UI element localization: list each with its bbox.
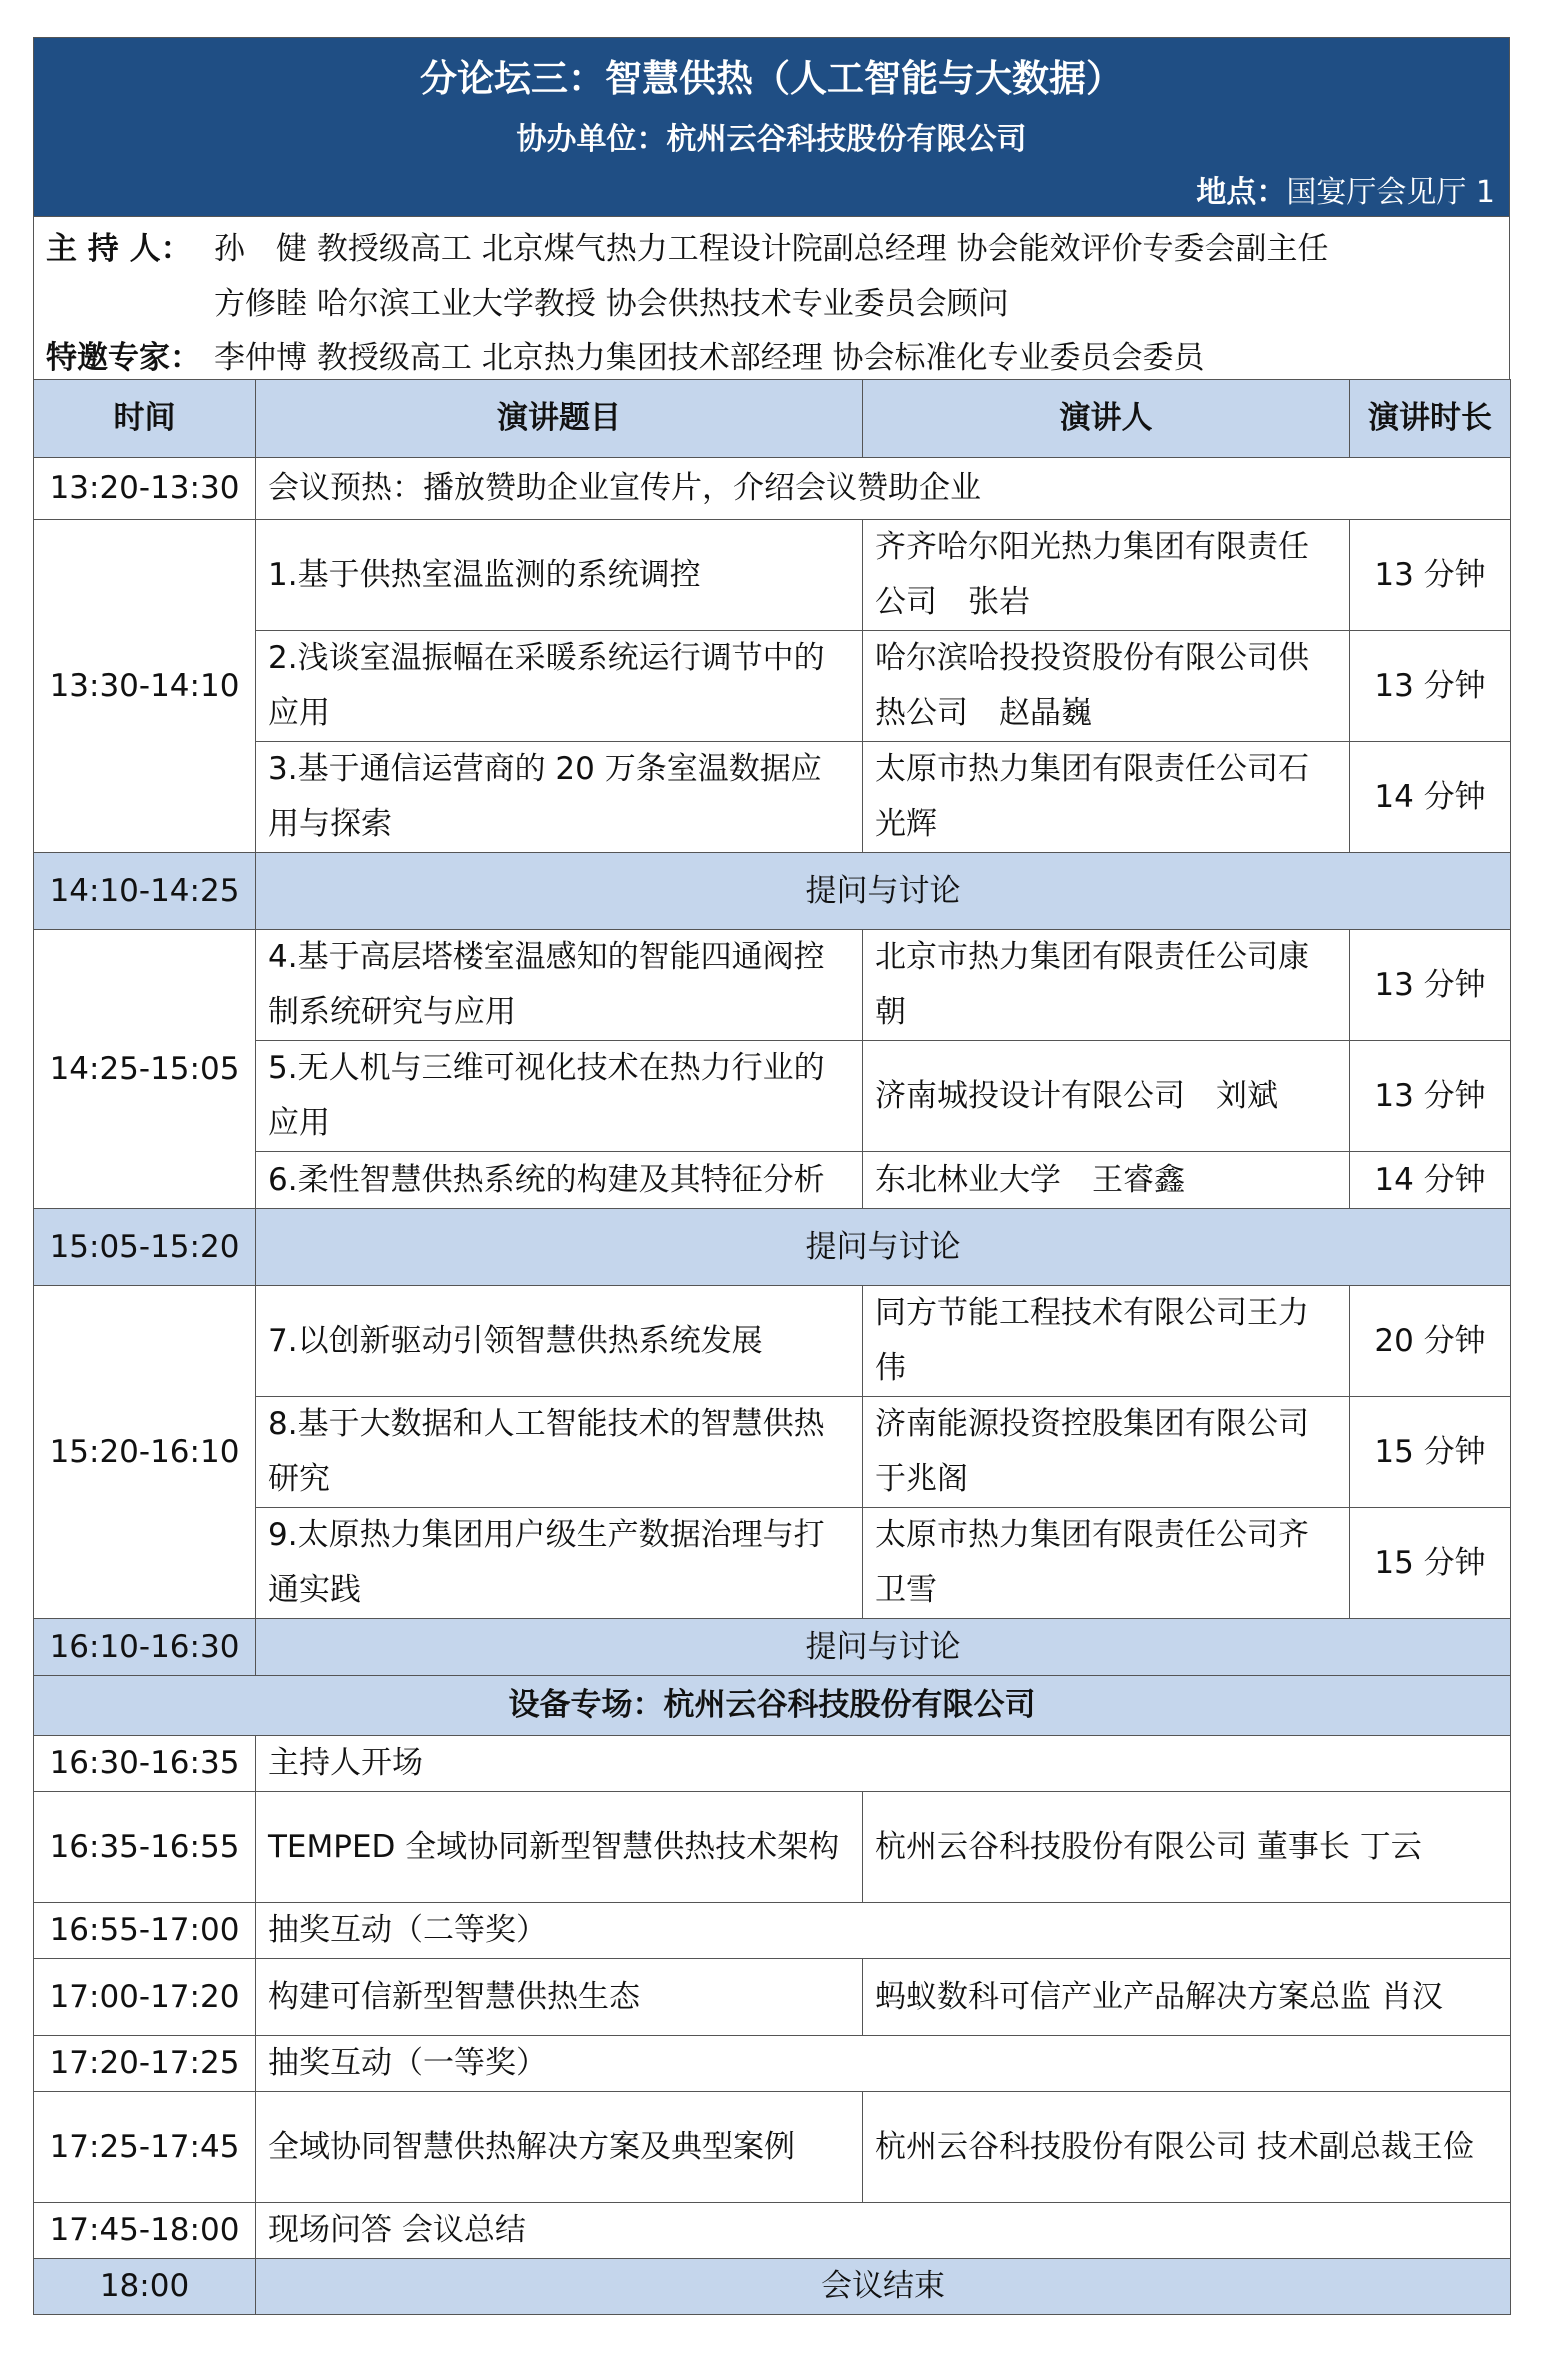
topic-cell: 7.以创新驱动引领智慧供热系统发展 [256,1286,863,1397]
table-row [34,2259,1511,2315]
speaker-cell: 杭州云谷科技股份有限公司 技术副总裁王俭 [863,2092,1511,2203]
section-row [34,1676,1511,1736]
table-row [34,631,1511,742]
speaker-cell: 太原市热力集团有限责任公司齐卫雪 [863,1508,1350,1619]
table-row [34,2092,1511,2203]
speaker-cell: 北京市热力集团有限责任公司康朝 [863,930,1350,1041]
expert-1: 李仲博 教授级高工 北京热力集团技术部经理 协会标准化专业委员会委员 [214,340,1205,376]
table-row [34,2036,1511,2092]
topic-cell: 9.太原热力集团用户级生产数据治理与打通实践 [256,1508,863,1619]
host-2: 方修睦 哈尔滨工业大学教授 协会供热技术专业委员会顾问 [214,286,1009,322]
discussion-cell: 提问与讨论 [256,853,1511,930]
expert-label: 特邀专家： [46,340,201,376]
table-row [34,1152,1511,1209]
table-row [34,2203,1511,2259]
table-row [34,853,1511,930]
topic-cell: TEMPED 全域协同新型智慧供热技术架构 [256,1792,863,1903]
time-cell: 16:30-16:35 [34,1736,256,1792]
time-cell: 18:00 [34,2259,256,2315]
time-cell: 15:20-16:10 [34,1286,256,1619]
topic-cell: 2.浅谈室温振幅在采暖系统运行调节中的应用 [256,631,863,742]
duration-cell: 13 分钟 [1350,631,1511,742]
host-line-2 [46,278,1009,323]
item-cell: 抽奖互动（二等奖） [256,1903,1511,1959]
topic-cell: 构建可信新型智慧供热生态 [256,1959,863,2036]
time-cell: 13:30-14:10 [34,520,256,853]
col-header-time: 时间 [34,380,256,458]
discussion-cell: 提问与讨论 [256,1209,1511,1286]
venue [1196,167,1495,211]
speaker-cell: 杭州云谷科技股份有限公司 董事长 丁云 [863,1792,1511,1903]
duration-cell: 14 分钟 [1350,742,1511,853]
speaker-cell: 济南能源投资控股集团有限公司于兆阁 [863,1397,1350,1508]
time-cell: 14:25-15:05 [34,930,256,1209]
table-row [34,1903,1511,1959]
topic-cell: 全域协同智慧供热解决方案及典型案例 [256,2092,863,2203]
host-line-1 [46,223,1329,268]
table-row [34,1959,1511,2036]
time-cell: 17:45-18:00 [34,2203,256,2259]
time-cell: 17:00-17:20 [34,1959,256,2036]
col-header-speaker: 演讲人 [863,380,1350,458]
col-header-duration: 演讲时长 [1350,380,1511,458]
item-cell: 抽奖互动（一等奖） [256,2036,1511,2092]
time-cell: 17:25-17:45 [34,2092,256,2203]
table-row [34,458,1511,520]
duration-cell: 15 分钟 [1350,1508,1511,1619]
col-header-topic: 演讲题目 [256,380,863,458]
venue-name: 国宴厅会见厅 1 [1286,175,1495,210]
host-1: 孙 健 教授级高工 北京煤气热力工程设计院副总经理 协会能效评价专委会副主任 [214,231,1329,267]
co-organizer: 协办单位：杭州云谷科技股份有限公司 [516,122,1027,157]
section-title: 设备专场：杭州云谷科技股份有限公司 [34,1676,1511,1736]
time-cell: 15:05-15:20 [34,1209,256,1286]
time-cell: 16:10-16:30 [34,1619,256,1676]
time-cell: 16:55-17:00 [34,1903,256,1959]
duration-cell: 13 分钟 [1350,520,1511,631]
time-cell: 17:20-17:25 [34,2036,256,2092]
time-cell: 16:35-16:55 [34,1792,256,1903]
closing-cell: 会议结束 [256,2259,1511,2315]
time-cell: 13:20-13:30 [34,458,256,520]
speaker-cell: 同方节能工程技术有限公司王力伟 [863,1286,1350,1397]
table-row [34,1619,1511,1676]
speaker-cell: 哈尔滨哈投投资股份有限公司供热公司 赵晶巍 [863,631,1350,742]
item-cell: 会议预热：播放赞助企业宣传片，介绍会议赞助企业 [256,458,1511,520]
table-row [34,1286,1511,1397]
topic-cell: 5.无人机与三维可视化技术在热力行业的应用 [256,1041,863,1152]
topic-cell: 3.基于通信运营商的 20 万条室温数据应用与探索 [256,742,863,853]
table-row [34,1736,1511,1792]
topic-cell: 1.基于供热室温监测的系统调控 [256,520,863,631]
speaker-cell: 齐齐哈尔阳光热力集团有限责任公司 张岩 [863,520,1350,631]
item-cell: 主持人开场 [256,1736,1511,1792]
agenda-table [33,379,1511,2315]
topic-cell: 6.柔性智慧供热系统的构建及其特征分析 [256,1152,863,1209]
duration-cell: 13 分钟 [1350,930,1511,1041]
speaker-cell: 济南城投设计有限公司 刘斌 [863,1041,1350,1152]
table-row [34,742,1511,853]
time-cell: 14:10-14:25 [34,853,256,930]
table-header-row [34,380,1511,458]
table-row [34,1041,1511,1152]
topic-cell: 4.基于高层塔楼室温感知的智能四通阀控制系统研究与应用 [256,930,863,1041]
forum-header [33,37,1510,216]
item-cell: 现场问答 会议总结 [256,2203,1511,2259]
duration-cell: 20 分钟 [1350,1286,1511,1397]
topic-cell: 8.基于大数据和人工智能技术的智慧供热研究 [256,1397,863,1508]
venue-label: 地点： [1196,175,1287,210]
discussion-cell: 提问与讨论 [256,1619,1511,1676]
table-row [34,1209,1511,1286]
speaker-cell: 太原市热力集团有限责任公司石光辉 [863,742,1350,853]
duration-cell: 13 分钟 [1350,1041,1511,1152]
hosts-block [33,216,1510,379]
speaker-cell: 蚂蚁数科可信产业产品解决方案总监 肖汉 [863,1959,1511,2036]
table-row [34,1508,1511,1619]
speaker-cell: 东北林业大学 王睿鑫 [863,1152,1350,1209]
table-row [34,1397,1511,1508]
duration-cell: 15 分钟 [1350,1397,1511,1508]
table-row [34,1792,1511,1903]
table-row [34,520,1511,631]
host-label: 主 持 人： [46,231,192,267]
forum-title: 分论坛三：智慧供热（人工智能与大数据） [420,57,1123,100]
duration-cell: 14 分钟 [1350,1152,1511,1209]
agenda-sheet [33,37,1510,2315]
table-row [34,930,1511,1041]
expert-line [46,332,1205,377]
